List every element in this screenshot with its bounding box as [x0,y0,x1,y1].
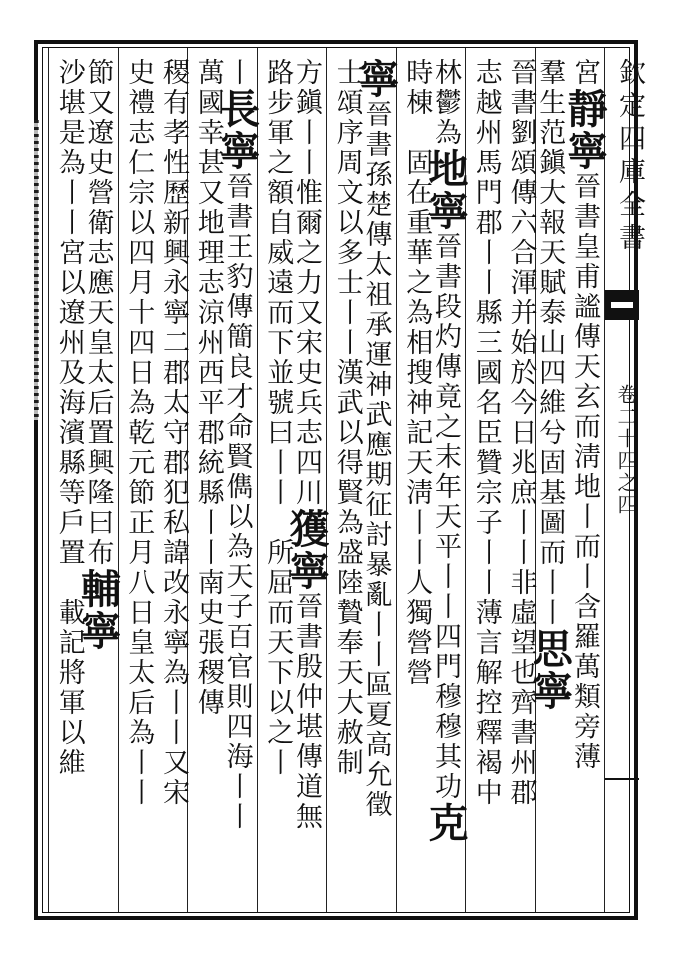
entry-text: 晉書殷仲堪傳道無 [291,592,322,832]
column-rule [48,48,49,912]
book-title: 欽定四庫全書 [614,58,645,256]
fishtail-mark [605,290,639,320]
text-column [526,58,574,908]
entry-heading: 輔寧 [74,568,122,652]
text-column [74,58,122,908]
entry-text: 丨 [221,58,253,88]
entry-text: 路步軍之額自威遠而下並號曰丨丨 [262,58,294,508]
entry-text: 稷有孝性歷新興永寧二郡太守郡犯私諱改永寧為丨丨又宋 [158,58,189,808]
entry-heading: 長寧 [213,88,261,172]
text-column [154,58,187,908]
entry-text: 林鬱為 [430,58,461,148]
entry-text: 萬國幸甚又地理志涼州西平郡統縣丨丨南史張稷傳 [192,58,224,718]
text-column [561,58,608,908]
text-column [328,58,361,908]
text-column [259,58,292,908]
text-column [189,58,222,908]
entry-heading: 地寧 [422,148,469,232]
entry-text: 載記將軍以維 [53,598,85,778]
text-column [120,58,153,908]
text-column [398,58,431,908]
entry-text: 沙堪是為丨丨宮以遼州及海濱縣等戶置 [53,58,85,568]
entry-text: 史禮志仁宗以四月十四日為乾元節正月八日皇太后為丨丨 [123,58,155,808]
entry-text [262,508,293,538]
entry-heading: 寧 [352,58,400,100]
entry-text: 晉書王豹傳簡良才命賢儁以為天子百官則四海丨丨 [221,172,253,832]
entry-text: 晉書孫楚傳太祖承運神武應期征討暴亂丨丨區夏高允徵 [360,100,392,820]
entry-heading: 獲寧 [283,508,330,592]
column-rule [326,48,327,912]
binding-edge [34,120,39,420]
column-rule [604,48,605,912]
entry-text: 晉書劉頌傳六合渾并始於今日兆庶丨丨非虛望也齊書州郡 [505,58,537,808]
juan-number: 卷二十四之四 [614,384,638,516]
entry-heading: 思寧 [526,628,574,712]
text-column [502,58,535,908]
entry-text [54,568,85,598]
text-column [352,58,400,908]
entry-text: 所屈而天下以之丨 [262,538,294,778]
entry-text: 志越州馬門郡丨丨縣三國名臣贊宗子丨丨薄言解控釋褐中 [470,58,502,808]
entry-text: 節又遼史營衛志應天皇太后置興隆曰布 [82,58,114,568]
margin-rule [605,778,639,780]
entry-text: 晉書皇甫謐傳天玄而淸地丨而丨含羅萬類旁薄 [569,172,600,772]
entry-text [401,118,432,148]
entry-text: 方鎭丨丨惟爾之力又宋史兵志四川 [291,58,322,508]
entry-text: 宮 [569,58,600,88]
entry-heading: 靜寧 [561,88,608,172]
entry-text: 士頌序周文以多士丨丨漢武以得賢為盛陸贄奉天大赦制 [331,58,363,778]
entry-text: 晉書段灼傳竟之末年天平丨丨四門穆穆其功 [430,232,461,802]
text-column [213,58,261,908]
column-rule [396,48,397,912]
column-rule [118,48,119,912]
entry-text: 時棟 [401,58,433,118]
text-column [50,58,83,908]
entry-heading: 克 [422,802,469,844]
text-column [467,58,500,908]
text-column [422,58,469,908]
text-column [283,58,330,908]
entry-text: 固在重華之為相搜神記天淸丨丨人獨營營 [401,148,433,688]
entry-text: 羣生范鎭大報天賦泰山四維兮固基圖而丨丨 [534,58,566,628]
column-rule [257,48,258,912]
